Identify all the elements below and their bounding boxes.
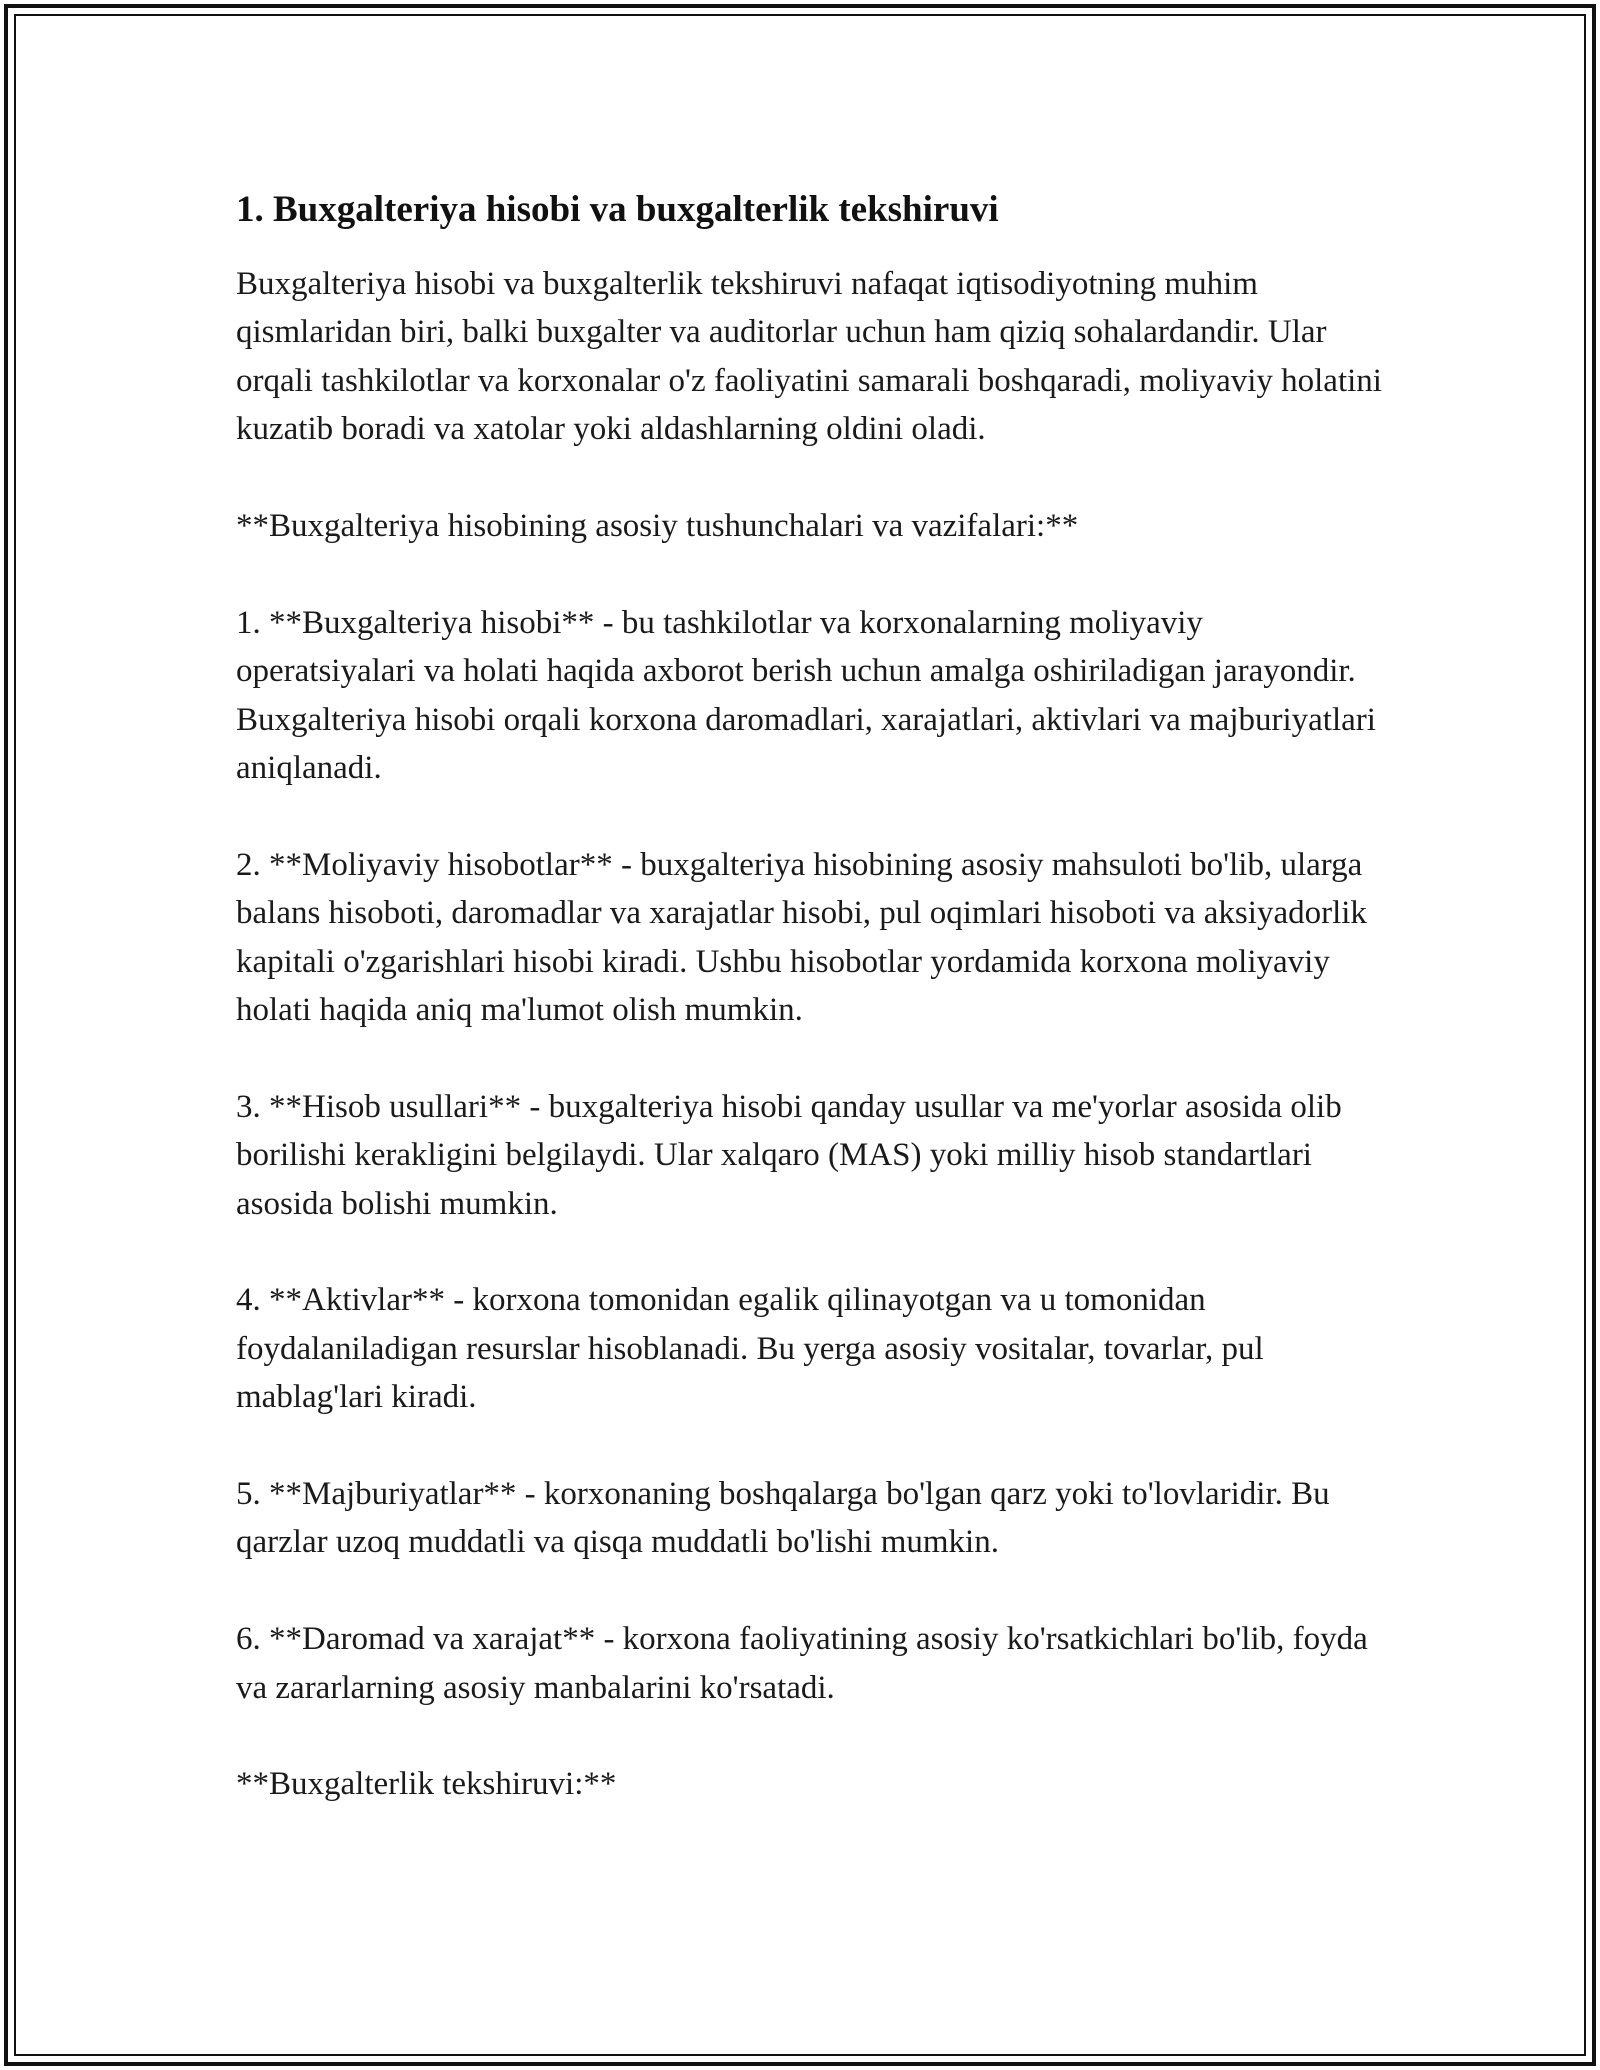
section-heading-basics: **Buxgalteriya hisobining asosiy tushunchalari va vazifalari:**	[236, 508, 1079, 545]
list-item-assets: 4. **Aktivlar** - korxona tomonidan egalik qilinayotgan va u tomonidan foydalaniladigan resurslar hisoblanadi. Bu yerga asosiy vositalar, tovarlar, pul mablag'lari kiradi.	[236, 1282, 1264, 1416]
section-heading-audit: **Buxgalterlik tekshiruvi:**	[236, 1766, 617, 1803]
document-title: 1. Buxgalteriya hisobi va buxgalterlik tekshiruvi	[236, 189, 999, 230]
list-item-income-expenses: 6. **Daromad va xarajat** - korxona faoliyatining asosiy ko'rsatkichlari bo'lib, foyda va zararlarning asosiy manbalarini ko'rsatadi.	[236, 1621, 1368, 1706]
list-item-liabilities: 5. **Majburiyatlar** - korxonaning boshqalarga bo'lgan qarz yoki to'lovlaridir. Bu qarzlar uzoq muddatli va qisqa muddatli bo'lishi mumkin.	[236, 1476, 1330, 1561]
list-item-financial-reports: 2. **Moliyaviy hisobotlar** - buxgalteriya hisobining asosiy mahsuloti bo'lib, ularga balans hisoboti, daromadlar va xarajatlar hisobi, pul oqimlari hisoboti va aksiyadorlik kapitali o'zgarishlari hisobi kiradi. Ushbu hisobotlar yordamida korxona moliyaviy holati haqida aniq ma'lumot olish mumkin.	[236, 846, 1367, 1029]
intro-paragraph: Buxgalteriya hisobi va buxgalterlik tekshiruvi nafaqat iqtisodiyotning muhim qismlaridan biri, balki buxgalter va auditorlar uchun ham qiziq sohalardandir. Ular orqali tashkilotlar va korxonalar o'z faoliyatini samarali boshqaradi, moliyaviy holatini kuzatib boradi va xatolar yoki aldashlarning oldini oladi.	[236, 266, 1382, 448]
list-item-accounting: 1. **Buxgalteriya hisobi** - bu tashkilotlar va korxonalarning moliyaviy operatsiyalari va holati haqida axborot berish uchun amalga oshiriladigan jarayondir. Buxgalteriya hisobi orqali korxona daromadlari, xarajatlari, aktivlari va majburiyatlari aniqlanadi.	[236, 604, 1376, 787]
list-item-accounting-methods: 3. **Hisob usullari** - buxgalteriya hisobi qanday usullar va me'yorlar asosida olib borilishi kerakligini belgilaydi. Ular xalqaro (MAS) yoki milliy hisob standartlari asosida bolishi mumkin.	[236, 1088, 1342, 1222]
document-body	[236, 186, 1386, 1857]
